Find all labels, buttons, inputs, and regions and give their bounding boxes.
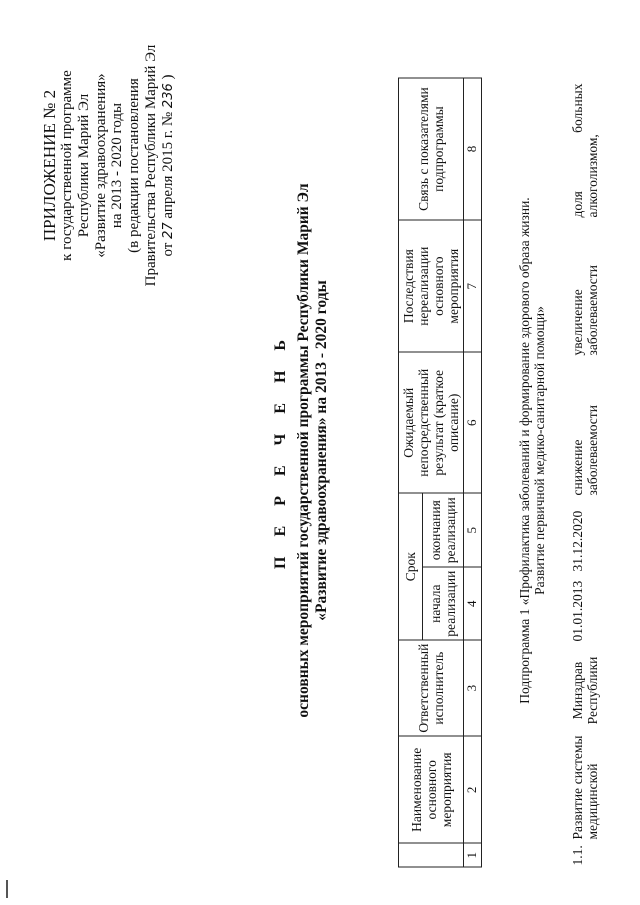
measures-table bbox=[398, 77, 482, 867]
header-cell-executor: Ответственный исполнитель bbox=[399, 640, 464, 736]
date-suffix: ) bbox=[159, 73, 176, 79]
header-cell-term: Срок bbox=[399, 493, 423, 640]
row-name: Развитие системы медицинской bbox=[570, 735, 601, 839]
appendix-line: «Развитие здравоохранения» bbox=[92, 72, 109, 258]
date-mid: апреля 2015 г. № bbox=[159, 111, 176, 219]
row-number: 1.1. bbox=[570, 844, 585, 865]
appendix-heading: ПРИЛОЖЕНИЕ № 2 bbox=[40, 89, 59, 241]
row-end: 31.12.2020 bbox=[570, 510, 585, 571]
document-title bbox=[272, 55, 330, 845]
column-number-cell: 1 bbox=[464, 843, 482, 867]
appendix-block bbox=[40, 20, 177, 310]
date-day: 27 bbox=[160, 221, 176, 239]
title-spaced: П Е Р Е Ч Е Н Ь bbox=[272, 331, 289, 569]
header-cell-consequence: Последствия нереализации основного мероприятия bbox=[399, 220, 464, 352]
header-cell-result: Ожидаемый непосредственный результат (краткое описание) bbox=[399, 352, 464, 493]
header-cell-link: Связь с показателями подпрограммы bbox=[399, 78, 464, 220]
appendix-line: Правительства Республики Марий Эл bbox=[143, 44, 160, 286]
appendix-line: на 2013 - 2020 годы bbox=[109, 102, 126, 228]
date-number: 236 bbox=[160, 82, 176, 108]
header-cell-start: начала реализации bbox=[422, 567, 464, 640]
appendix-line: к государственной программе bbox=[59, 69, 76, 261]
appendix-date bbox=[160, 20, 177, 310]
subprogram-line-1: Подпрограмма 1 «Профилактика заболеваний и формирование здорового образа жизни. bbox=[517, 196, 532, 704]
table-row-1-1 bbox=[570, 77, 630, 867]
appendix-line: Республики Марий Эл bbox=[75, 93, 92, 237]
appendix-line: (в редакции постановления bbox=[126, 77, 143, 253]
column-number-cell: 5 bbox=[464, 493, 482, 567]
column-number-cell: 6 bbox=[464, 352, 482, 493]
date-prefix: от bbox=[159, 242, 176, 257]
row-result: снижение заболеваемости bbox=[570, 404, 601, 495]
row-executor: Минздрав Республики bbox=[570, 656, 601, 724]
column-number-cell: 4 bbox=[464, 567, 482, 640]
column-number-cell: 7 bbox=[464, 220, 482, 352]
header-cell-end: окончания реализации bbox=[422, 493, 464, 567]
title-line-2: «Развитие здравоохранения» на 2013 - 2020 годы bbox=[312, 279, 330, 621]
column-number-cell: 2 bbox=[464, 736, 482, 843]
row-link: доля больных алкоголизмом, bbox=[570, 83, 601, 217]
header-cell-name: Наименование основного мероприятия bbox=[399, 736, 464, 843]
row-start: 01.01.2013 bbox=[570, 580, 585, 641]
scan-edge-mark bbox=[6, 880, 8, 898]
row-consequence: увеличение заболеваемости bbox=[570, 264, 601, 355]
subprogram-heading bbox=[517, 55, 547, 845]
column-number-cell: 3 bbox=[464, 640, 482, 736]
title-line-1: основных мероприятий государственной программы Республики Марий Эл bbox=[294, 182, 312, 718]
subprogram-line-2: Развитие первичной медико-санитарной помощи» bbox=[532, 305, 548, 595]
header-cell-number bbox=[399, 843, 464, 867]
column-number-cell: 8 bbox=[464, 78, 482, 220]
